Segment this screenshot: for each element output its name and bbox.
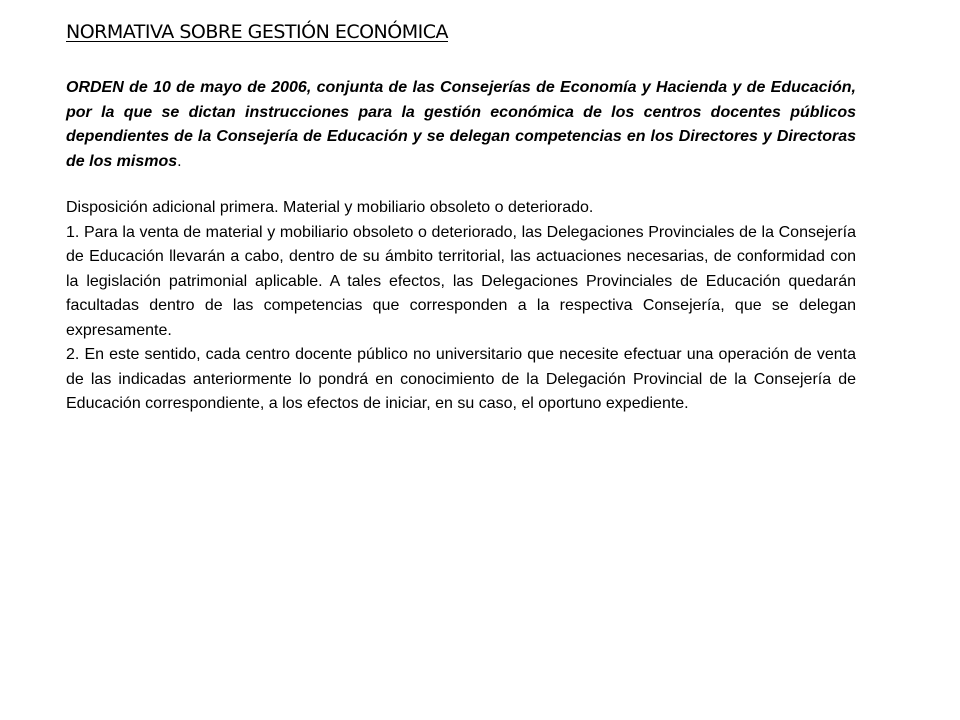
provision-heading: Disposición adicional primera. Material y mobiliario obsoleto o deteriorado. — [66, 199, 594, 216]
slide-title: NORMATIVA SOBRE GESTIÓN ECONÓMICA — [66, 21, 448, 43]
order-title: ORDEN de 10 de mayo de 2006, conjunta de las Consejerías de Economía y Hacienda y de Educación, por la que se dictan instrucciones para la gestión económica de los centros docentes públicos dependientes de la Consejería de Educación y se delegan competencias en los Directores y Directoras de los mismos — [66, 79, 856, 170]
slide-body — [66, 76, 856, 417]
provision-item-1: 1. Para la venta de material y mobiliario obsoleto o deteriorado, las Delegaciones Provinciales de la Consejería de Educación llevarán a cabo, dentro de su ámbito territorial, las actuaciones necesarias, de conformidad con la legislación patrimonial aplicable. A tales efectos, las Delegaciones Provinciales de Educación quedarán facultadas dentro de las competencias que corresponden a la respectiva Consejería, que se delegan expresamente. — [66, 223, 856, 339]
provision-item-2: 2. En este sentido, cada centro docente público no universitario que necesite efectuar una operación de venta de las indicadas anteriormente lo pondrá en conocimiento de la Delegación Provincial de la Consejería de Educación correspondiente, a los efectos de iniciar, en su caso, el oportuno expediente. — [66, 346, 856, 412]
order-end-punctuation: . — [177, 152, 182, 170]
order-reference — [66, 76, 856, 174]
